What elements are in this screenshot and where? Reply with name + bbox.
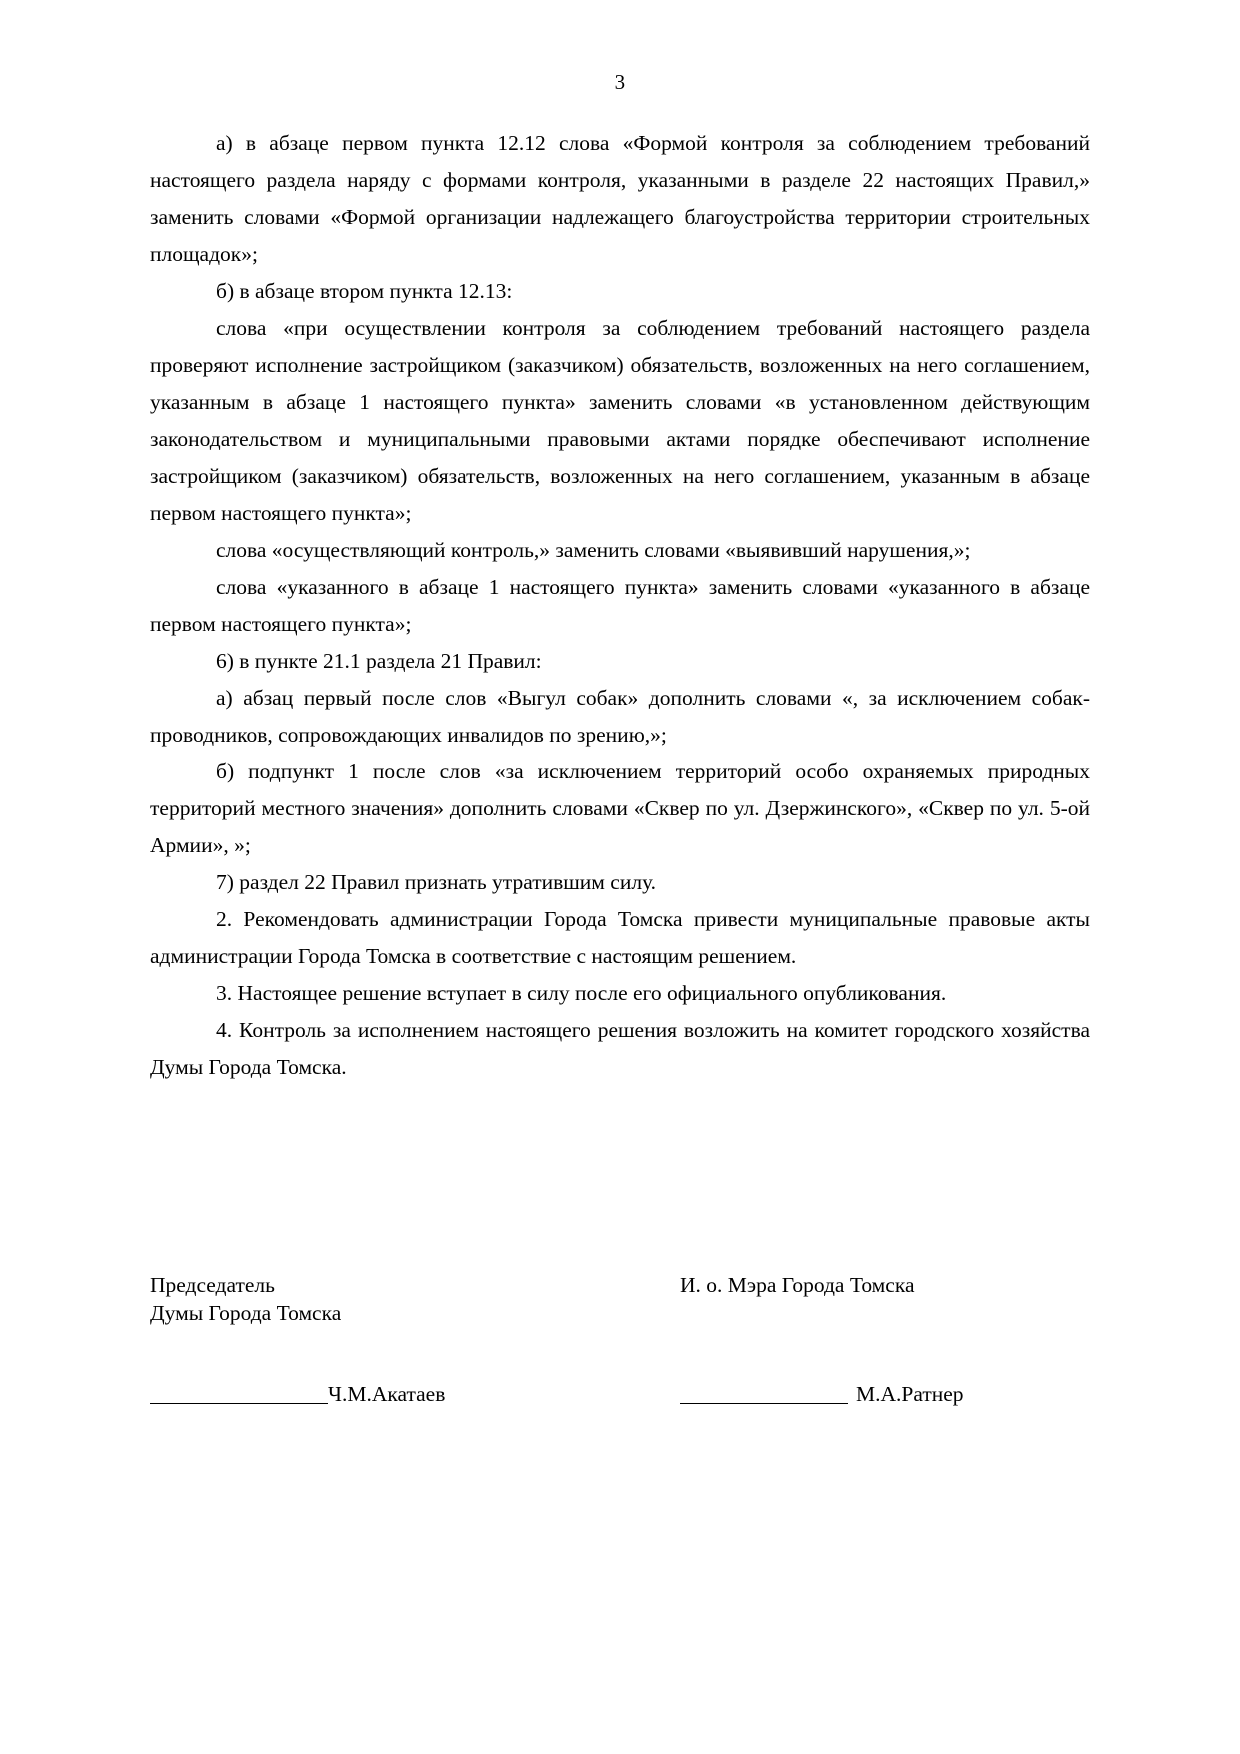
document-body: [150, 125, 1090, 1086]
paragraph-11: 3. Настоящее решение вступает в силу после его официального опубликования.: [216, 981, 947, 1006]
signature-right-title: И. о. Мэра Города Томска: [680, 1273, 915, 1298]
signature-block: [150, 1272, 1090, 1409]
signature-left-rule: [150, 1403, 328, 1404]
paragraph-5: слова «указанного в абзаце 1 настоящего пункта» заменить словами «указанного в абзаце первом настоящего пункта»;: [150, 574, 1090, 636]
signature-left-name-line: [150, 1381, 670, 1409]
paragraph-9: 7) раздел 22 Правил признать утратившим силу.: [216, 870, 657, 895]
spacer: [150, 1086, 1090, 1182]
paragraph-3: слова «при осуществлении контроля за соблюдением требований настоящего раздела проверяют исполнение застройщиком (заказчиком) обязательств, возложенных на него соглашением, указанным в абзаце 1 настоящего пункта» заменить словами «в установленном действующим законодательством и муниципальными правовыми актами порядке обеспечивают исполнение застройщиком (заказчиком) обязательств, возложенных на него соглашением, указанным в абзаце первом настоящего пункта»;: [150, 315, 1090, 525]
paragraph-1: а) в абзаце первом пункта 12.12 слова «Формой контроля за соблюдением требований настоящего раздела наряду с формами контроля, указанными в разделе 22 настоящих Правил,» заменить словами «Формой организации надлежащего благоустройства территории строительных площадок»;: [150, 131, 1090, 266]
signature-right-name: М.А.Ратнер: [856, 1382, 964, 1407]
signature-right-rule: [680, 1403, 848, 1404]
signature-names-row: [150, 1381, 1090, 1409]
signature-left-title: [150, 1272, 670, 1327]
paragraph-6: 6) в пункте 21.1 раздела 21 Правил:: [216, 648, 542, 673]
paragraph-4: слова «осуществляющий контроль,» заменить словами «выявивший нарушения,»;: [216, 537, 971, 562]
signature-titles-row: [150, 1272, 1090, 1327]
paragraph-2: б) в абзаце втором пункта 12.13:: [216, 278, 513, 303]
signature-right-name-line: [670, 1381, 1090, 1409]
paragraph-10: 2. Рекомендовать администрации Города Томска привести муниципальные правовые акты администрации Города Томска в соответствие с настоящим решением.: [150, 907, 1090, 969]
paragraph-12: 4. Контроль за исполнением настоящего решения возложить на комитет городского хозяйства Думы Города Томска.: [150, 1018, 1090, 1080]
paragraph-7: а) абзац первый после слов «Выгул собак» дополнить словами «, за исключением собак-проводников, сопровождающих инвалидов по зрению,»;: [150, 685, 1090, 747]
signature-left-title-line1: Председатель: [150, 1273, 275, 1298]
page-number: 3: [614, 70, 626, 94]
signature-left-title-line2: Думы Города Томска: [150, 1300, 342, 1325]
paragraph-8: б) подпункт 1 после слов «за исключением территорий особо охраняемых природных территорий местного значения» дополнить словами «Сквер по ул. Дзержинского», «Сквер по ул. 5-ой Армии», »;: [150, 759, 1090, 858]
signature-left-name: Ч.М.Акатаев: [328, 1382, 446, 1407]
